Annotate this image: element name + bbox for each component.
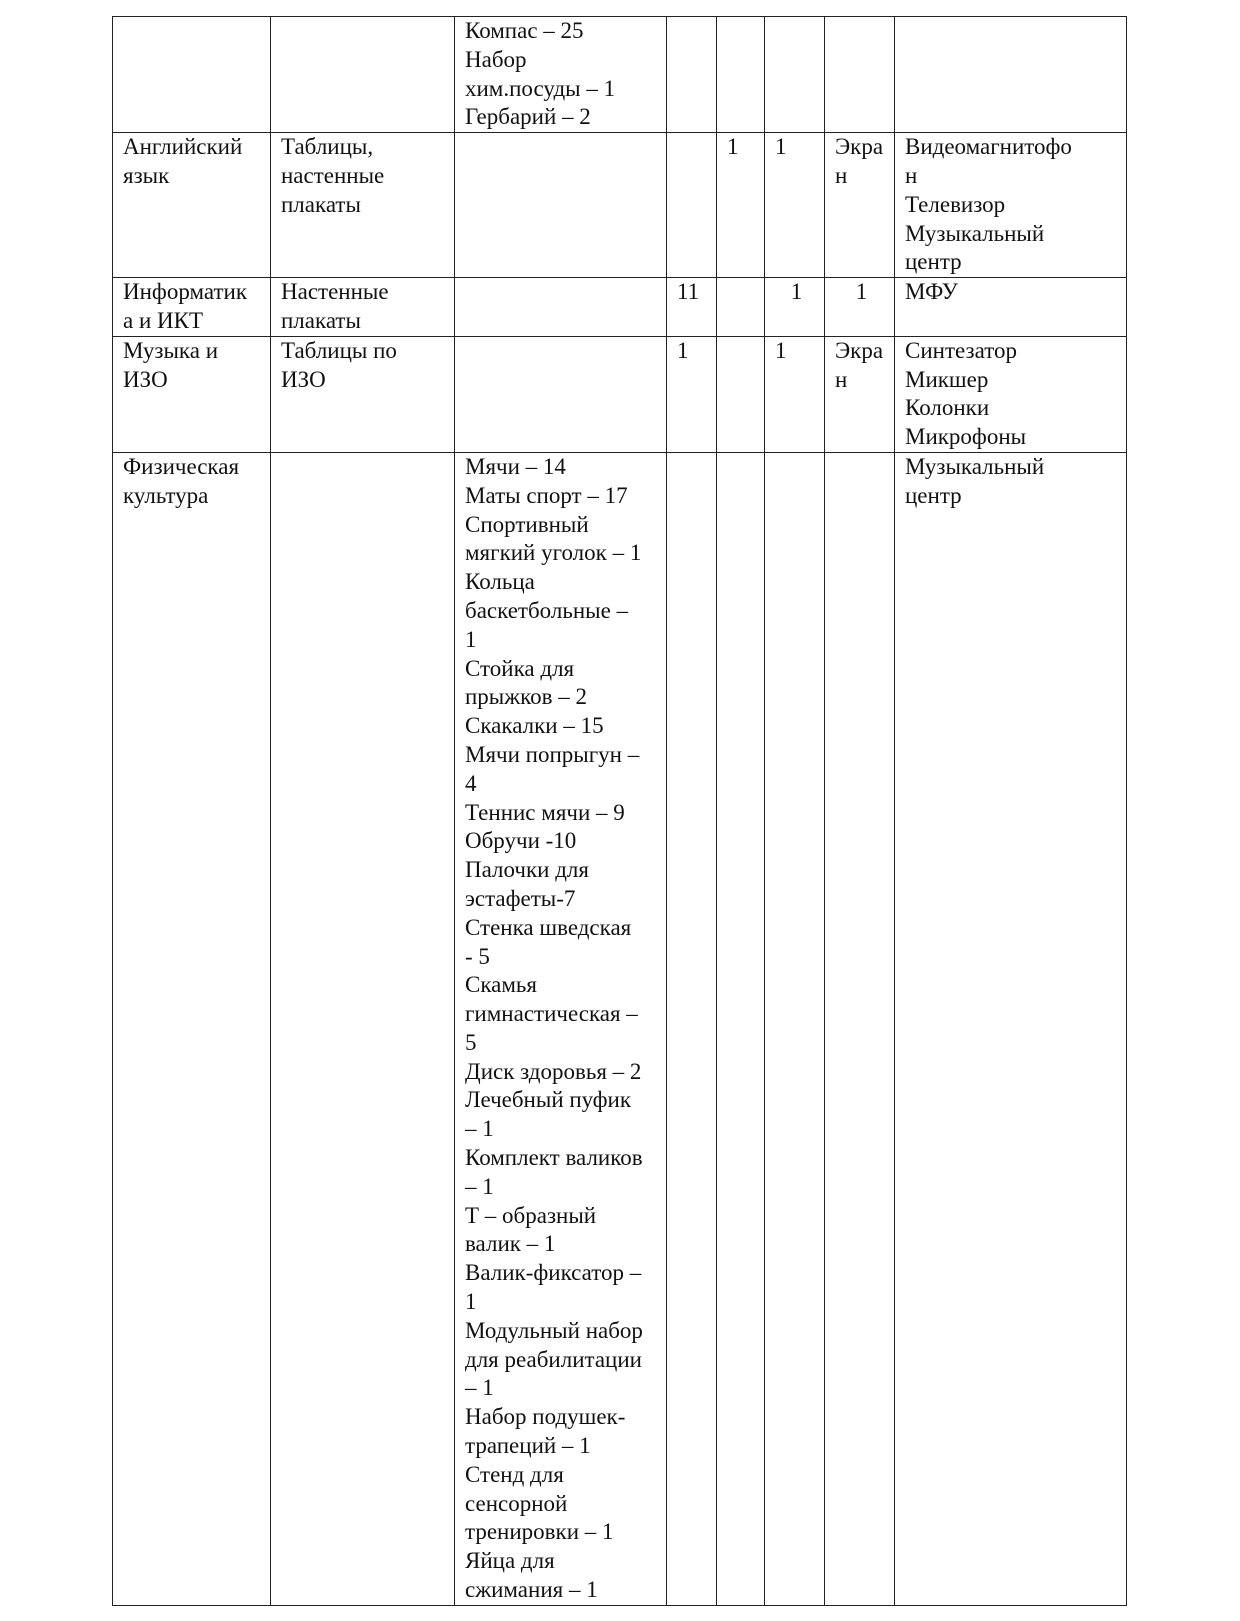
aids-cell bbox=[271, 17, 455, 133]
equipment-cell bbox=[455, 17, 667, 133]
count-cell-2 bbox=[717, 278, 765, 337]
count-cell-3: 1 bbox=[765, 278, 825, 337]
count-cell-1 bbox=[667, 17, 717, 133]
equipment-table bbox=[112, 16, 1127, 1606]
tech-cell bbox=[895, 17, 1127, 133]
equipment-item: Лечебный пуфик bbox=[465, 1087, 631, 1113]
count-cell-2: 1 bbox=[717, 133, 765, 278]
equipment-item: трапеций – 1 bbox=[465, 1433, 591, 1459]
count-cell-2 bbox=[717, 336, 765, 452]
equipment-item: эстафеты-7 bbox=[465, 885, 576, 911]
subject-cell: Физическая культура bbox=[113, 452, 271, 1605]
equipment-item: Палочки для bbox=[465, 857, 589, 883]
table-row bbox=[113, 452, 1127, 1605]
aids-cell: Настенные плакаты bbox=[271, 278, 455, 337]
equipment-cell bbox=[455, 278, 667, 337]
equipment-item: 1 bbox=[465, 1289, 477, 1315]
equipment-item: 4 bbox=[465, 770, 477, 796]
count-cell-1: 11 bbox=[667, 278, 717, 337]
equipment-item: баскетбольные – bbox=[465, 597, 629, 623]
equipment-item: Спортивный bbox=[465, 511, 589, 537]
screen-cell bbox=[825, 452, 895, 1605]
subject-cell: Английский язык bbox=[113, 133, 271, 278]
count-cell-1 bbox=[667, 133, 717, 278]
table-row bbox=[113, 336, 1127, 452]
equipment-item: Набор подушек- bbox=[465, 1404, 626, 1430]
equipment-item: 1 bbox=[465, 626, 477, 652]
equipment-item: Стойка для bbox=[465, 655, 575, 681]
equipment-item: Валик-фиксатор – bbox=[465, 1260, 642, 1286]
count-cell-1: 1 bbox=[667, 336, 717, 452]
equipment-item: Теннис мячи – 9 bbox=[465, 799, 625, 825]
equipment-item: – 1 bbox=[465, 1116, 494, 1142]
screen-cell: Экра н bbox=[825, 336, 895, 452]
subject-cell bbox=[113, 17, 271, 133]
equipment-item: Комплект валиков bbox=[465, 1145, 643, 1171]
equipment-item: Гербарий – 2 bbox=[465, 104, 591, 130]
equipment-item: Стенд для bbox=[465, 1461, 564, 1487]
equipment-item: Мячи – 14 bbox=[465, 453, 566, 479]
screen-cell: Экра н bbox=[825, 133, 895, 278]
equipment-item: гимнастическая – bbox=[465, 1001, 638, 1027]
screen-cell bbox=[825, 17, 895, 133]
tech-cell: Музыкальный центр bbox=[895, 452, 1127, 1605]
equipment-item: валик – 1 bbox=[465, 1231, 556, 1257]
count-cell-3: 1 bbox=[765, 133, 825, 278]
subject-cell: Музыка и ИЗО bbox=[113, 336, 271, 452]
equipment-item: Набор bbox=[465, 46, 527, 72]
equipment-item: для реабилитации bbox=[465, 1346, 642, 1372]
equipment-item: тренировки – 1 bbox=[465, 1519, 614, 1545]
equipment-item: – 1 bbox=[465, 1173, 494, 1199]
count-cell-3 bbox=[765, 17, 825, 133]
equipment-item: Кольца bbox=[465, 569, 535, 595]
subject-cell: Информатик а и ИКТ bbox=[113, 278, 271, 337]
equipment-item: хим.посуды – 1 bbox=[465, 75, 616, 101]
equipment-item: сжимания – 1 bbox=[465, 1577, 598, 1603]
equipment-item: – 1 bbox=[465, 1375, 494, 1401]
equipment-item: сенсорной bbox=[465, 1490, 568, 1516]
equipment-item: Стенка шведская bbox=[465, 914, 632, 940]
aids-cell: Таблицы, настенные плакаты bbox=[271, 133, 455, 278]
equipment-item: Т – образный bbox=[465, 1202, 597, 1228]
tech-cell: Синтезатор Микшер Колонки Микрофоны bbox=[895, 336, 1127, 452]
equipment-item: 5 bbox=[465, 1029, 477, 1055]
equipment-item: Модульный набор bbox=[465, 1317, 643, 1343]
tech-cell: Видеомагнитофо н Телевизор Музыкальный центр bbox=[895, 133, 1127, 278]
aids-cell: Таблицы по ИЗО bbox=[271, 336, 455, 452]
equipment-item: прыжков – 2 bbox=[465, 684, 588, 710]
equipment-item: Скакалки – 15 bbox=[465, 713, 604, 739]
equipment-item: Диск здоровья – 2 bbox=[465, 1058, 642, 1084]
equipment-cell bbox=[455, 336, 667, 452]
table-row bbox=[113, 17, 1127, 133]
table-row bbox=[113, 133, 1127, 278]
equipment-item: - 5 bbox=[465, 943, 490, 969]
equipment-item: Маты спорт – 17 bbox=[465, 482, 628, 508]
equipment-cell bbox=[455, 452, 667, 1605]
equipment-item: Обручи -10 bbox=[465, 828, 577, 854]
count-cell-2 bbox=[717, 452, 765, 1605]
count-cell-2 bbox=[717, 17, 765, 133]
equipment-item: Яйца для bbox=[465, 1548, 555, 1574]
aids-cell bbox=[271, 452, 455, 1605]
count-cell-3 bbox=[765, 452, 825, 1605]
count-cell-3: 1 bbox=[765, 336, 825, 452]
tech-cell: МФУ bbox=[895, 278, 1127, 337]
table-row bbox=[113, 278, 1127, 337]
equipment-cell bbox=[455, 133, 667, 278]
count-cell-1 bbox=[667, 452, 717, 1605]
equipment-item: Мячи попрыгун – bbox=[465, 741, 640, 767]
equipment-item: Компас – 25 bbox=[465, 18, 584, 43]
equipment-item: Скамья bbox=[465, 972, 537, 998]
screen-cell: 1 bbox=[825, 278, 895, 337]
equipment-item: мягкий уголок – 1 bbox=[465, 540, 642, 566]
